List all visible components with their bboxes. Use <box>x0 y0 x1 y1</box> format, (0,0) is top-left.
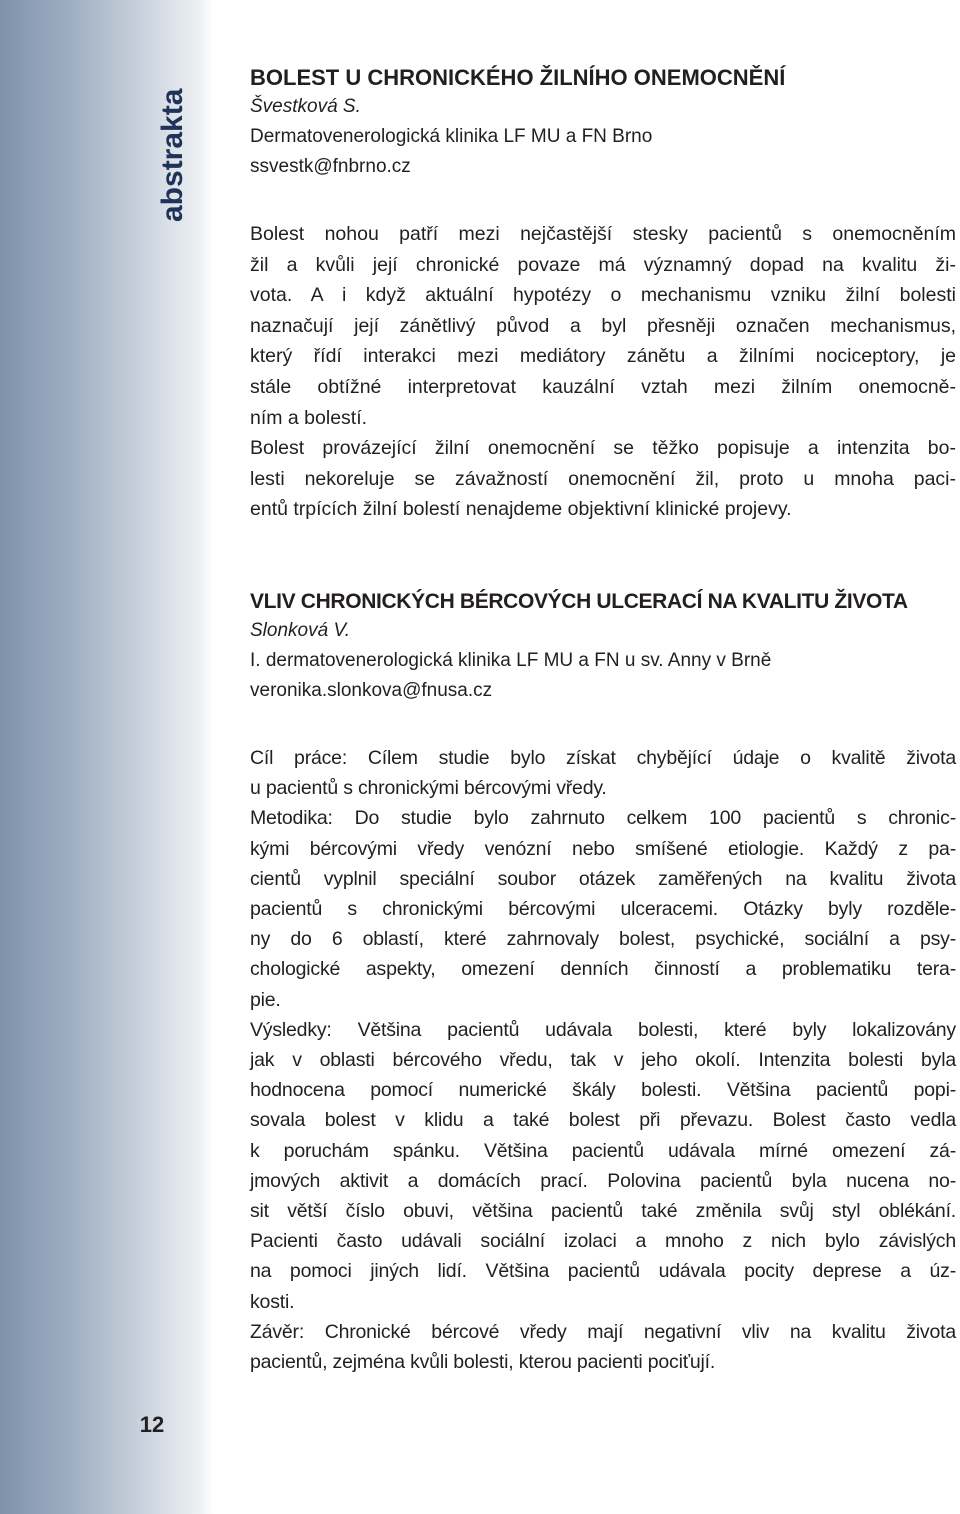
body-line: kosti. <box>250 1290 295 1313</box>
body-line: chologické aspekty, omezení denních činností a problematiku tera- <box>250 958 956 981</box>
body-line: stále obtížné interpretovat kauzální vztah mezi žilním onemocně- <box>250 375 956 398</box>
abstract-venous-pain <box>250 64 956 525</box>
article-affiliation: Dermatovenerologická klinika LF MU a FN Brno <box>250 126 653 147</box>
body-line: pacientů, zejména kvůli bolesti, kterou pacienti pociťují. <box>250 1351 716 1374</box>
section-label: abstrakta <box>156 88 189 222</box>
article-title: VLIV CHRONICKÝCH BÉRCOVÝCH ULCERACÍ NA KVALITU ŽIVOTA <box>250 590 908 613</box>
article-body <box>250 743 956 1377</box>
body-line: který řídí interakci mezi mediátory zánětu a žilními nociceptory, je <box>250 345 956 368</box>
body-line: cientů vyplnil speciální soubor otázek zaměřených na kvalitu života <box>250 867 956 890</box>
body-line: hodnocena pomocí numerické škály bolesti. Většina pacientů popi- <box>250 1079 956 1102</box>
body-line: u pacientů s chronickými bércovými vředy. <box>250 777 607 800</box>
body-line: vota. A i když aktuální hypotézy o mechanismu vzniku žilní bolesti <box>250 284 956 307</box>
body-line: sovala bolest v klidu a také bolest při převazu. Bolest často vedla <box>250 1109 956 1132</box>
page-number: 12 <box>139 1412 165 1437</box>
body-line: Metodika: Do studie bylo zahrnuto celkem 100 pacientů s chronic- <box>250 807 956 830</box>
body-line: sit větší číslo obuvi, většina pacientů také změnila svůj styl oblékání. <box>250 1200 956 1223</box>
body-line: jak v oblasti bércového vředu, tak v jeho okolí. Intenzita bolesti byla <box>250 1049 956 1072</box>
body-line: pacientů s chronickými bércovými ulceracemi. Otázky byly rozděle- <box>250 898 956 921</box>
body-line: entů trpících žilní bolestí nenajdeme objektivní klinické projevy. <box>250 498 792 521</box>
body-line: žil a kvůli její chronické povaze má významný dopad na kvalitu ži- <box>250 253 956 276</box>
article-body <box>250 219 956 525</box>
abstract-leg-ulcers <box>250 588 956 1377</box>
body-line: na pomoci jiných lidí. Většina pacientů udávala pocity deprese a úz- <box>250 1260 956 1283</box>
body-line: naznačují její zánětlivý původ a byl přesněji označen mechanismus, <box>250 314 956 337</box>
article-author: Slonková V. <box>250 620 350 641</box>
body-line: pie. <box>250 988 281 1011</box>
body-line: k poruchám spánku. Většina pacientů udávala mírné omezení zá- <box>250 1139 956 1162</box>
sidebar <box>0 0 213 1514</box>
body-line: ním a bolestí. <box>250 406 368 429</box>
body-line: Bolest provázející žilní onemocnění se těžko popisuje a intenzita bo- <box>250 437 956 460</box>
body-line: Závěr: Chronické bércové vředy mají negativní vliv na kvalitu života <box>250 1320 956 1343</box>
body-line: kými bércovými vředy venózní nebo smíšené etiologie. Každý z pa- <box>250 837 956 860</box>
body-line: Cíl práce: Cílem studie bylo získat chybějící údaje o kvalitě života <box>250 747 956 769</box>
article-title: BOLEST U CHRONICKÉHO ŽILNÍHO ONEMOCNĚNÍ <box>250 65 786 90</box>
article-author: Švestková S. <box>250 96 361 117</box>
body-line: ny do 6 oblastí, které zahrnovaly bolest, psychické, sociální a psy- <box>250 928 956 951</box>
article-affiliation: I. dermatovenerologická klinika LF MU a FN u sv. Anny v Brně <box>250 650 772 671</box>
article-email: ssvestk@fnbrno.cz <box>250 156 411 177</box>
article-email: veronika.slonkova@fnusa.cz <box>250 680 493 701</box>
body-line: Bolest nohou patří mezi nejčastější stesky pacientů s onemocněním <box>250 223 956 245</box>
body-line: jmových aktivit a domácích prací. Polovina pacientů byla nucena no- <box>250 1169 956 1192</box>
body-line: Výsledky: Většina pacientů udávala bolesti, které byly lokalizovány <box>250 1018 956 1041</box>
body-line: Pacienti často udávali sociální izolaci a mnoho z nich bylo závislých <box>250 1230 956 1253</box>
body-line: lesti nekoreluje se závažností onemocnění žil, proto u mnoha paci- <box>250 467 956 490</box>
